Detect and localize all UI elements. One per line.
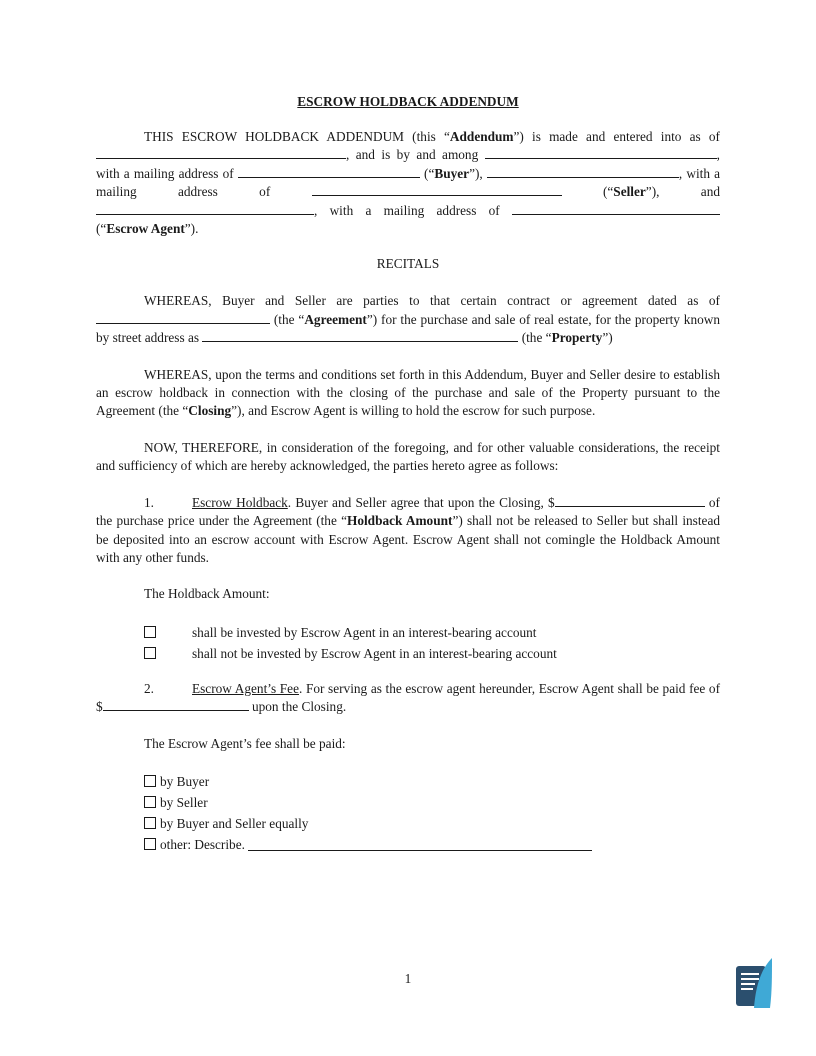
holdback-amount-blank[interactable] [555,494,705,507]
checkbox[interactable] [144,838,156,850]
holdback-option-not-invested[interactable]: shall not be invested by Escrow Agent in an interest-bearing account [144,643,720,664]
section-2-heading: Escrow Agent’s Fee [192,680,299,696]
checkbox[interactable] [144,796,156,808]
page-number: 1 [404,971,412,986]
escrow-agent-name-blank[interactable] [96,202,314,215]
whereas-paragraph-1: WHEREAS, Buyer and Seller are parties to that certain contract or agreement dated as of (the “Agreement”) for the purchase and sale of real estate, for the property known by street address as (the “Property”) [96,293,721,346]
checkbox[interactable] [144,775,156,787]
agreement-date-blank[interactable] [96,311,270,324]
intro-paragraph: THIS ESCROW HOLDBACK ADDENDUM (this “Addendum”) is made and entered into as of , and is by and among , with a mailing address of (“Buyer”), , with a mailing address of (“Seller”), and , with a mailing address of (“Escrow Agent”). [96,129,721,237]
property-term: Property [551,330,603,346]
document-logo-icon [734,956,774,1012]
holdback-options [96,622,720,664]
escrow-agent-term: Escrow Agent [106,221,185,237]
escrow-agent-address-blank[interactable] [512,202,720,215]
fee-option-buyer[interactable]: by Buyer [144,771,720,792]
section-2-paragraph: 2. Escrow Agent’s Fee. For serving as the escrow agent hereunder, Escrow Agent shall be paid fee of $ upon the Closing. [96,680,721,715]
fee-option-equally[interactable]: by Buyer and Seller equally [144,813,720,834]
section-1-paragraph: 1. Escrow Holdback. Buyer and Seller agree that upon the Closing, $ of the purchase price under the Agreement (the “Holdback Amount”) shall not be released to Seller but shall instead be deposited into an escrow account with Escrow Agent. Escrow Agent shall not comingle the Holdback Amount with any other funds. [96,494,720,565]
date-blank[interactable] [96,146,346,159]
other-describe-blank[interactable] [248,838,592,851]
checkbox[interactable] [144,647,156,659]
section-1-number: 1. [144,494,154,510]
document-page [96,94,720,855]
section-1-heading: Escrow Holdback [192,494,288,510]
fee-options [96,771,720,855]
addendum-term: Addendum [449,129,514,144]
seller-address-blank[interactable] [312,183,562,196]
property-address-blank[interactable] [202,329,518,342]
therefore-paragraph: NOW, THEREFORE, in consideration of the foregoing, and for other valuable considerations, the receipt and sufficiency of which are hereby acknowledged, the parties hereto agree as follows: [96,439,720,474]
buyer-name-blank[interactable] [485,146,717,159]
seller-term: Seller [613,184,646,200]
closing-term: Closing [188,403,232,419]
fee-label: The Escrow Agent’s fee shall be paid: [144,735,346,751]
holdback-option-invested[interactable]: shall be invested by Escrow Agent in an interest-bearing account [144,622,720,643]
buyer-term: Buyer [434,165,470,181]
checkbox[interactable] [144,626,156,638]
checkbox[interactable] [144,817,156,829]
holdback-amount-term: Holdback Amount [346,513,453,529]
section-2-number: 2. [144,680,154,696]
whereas-paragraph-2: WHEREAS, upon the terms and conditions set forth in this Addendum, Buyer and Seller desire to establish an escrow holdback in connection with the closing of the purchase and sale of the Property pursuant to the Agreement (the “Closing”), and Escrow Agent is willing to hold the escrow for such purpose. [96,366,720,419]
seller-name-blank[interactable] [487,165,679,178]
fee-amount-blank[interactable] [103,698,249,711]
agreement-term: Agreement [304,311,367,327]
recitals-heading: RECITALS [376,256,440,272]
fee-option-seller[interactable]: by Seller [144,792,720,813]
document-title: ESCROW HOLDBACK ADDENDUM [297,94,519,109]
buyer-address-blank[interactable] [238,165,420,178]
fee-option-other[interactable]: other: Describe. [144,834,720,855]
holdback-label: The Holdback Amount: [144,586,270,602]
